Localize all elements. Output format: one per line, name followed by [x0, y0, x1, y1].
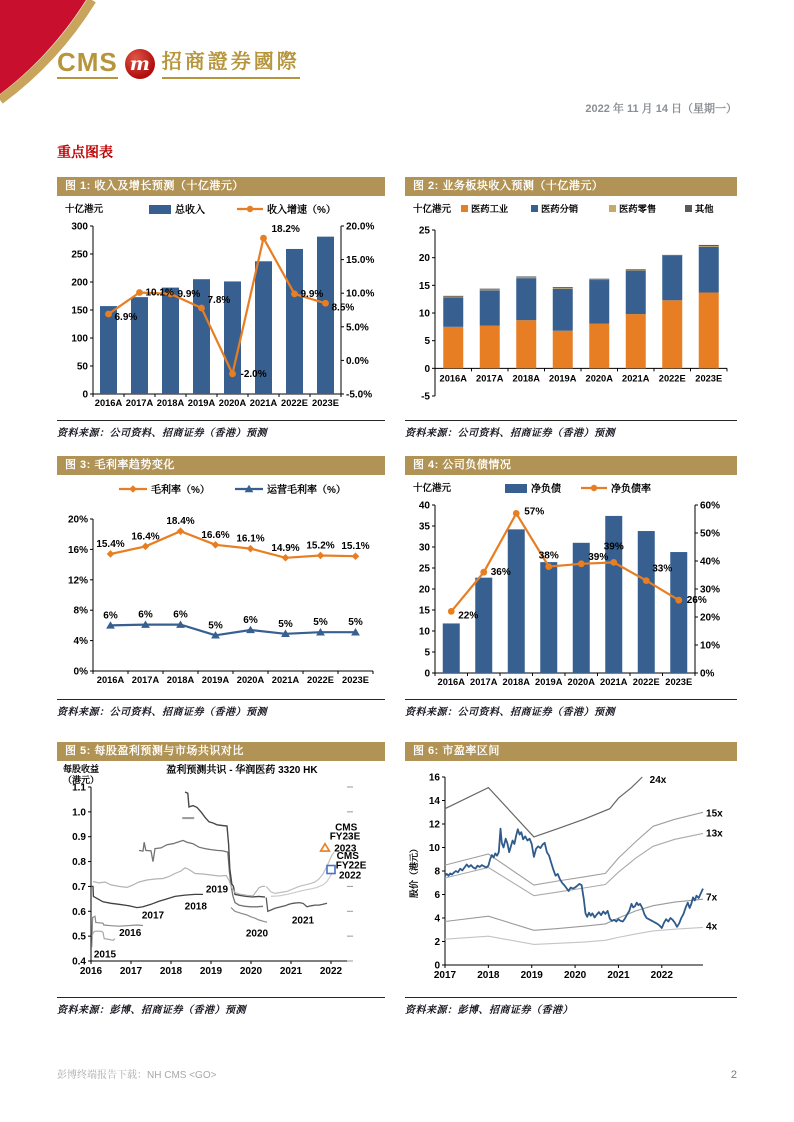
figure-4-panel [405, 456, 737, 718]
svg-text:2019A: 2019A [201, 675, 230, 685]
svg-text:2019A: 2019A [187, 398, 216, 408]
figure-1-panel [57, 177, 385, 439]
svg-text:2018: 2018 [184, 901, 207, 913]
svg-text:20.0%: 20.0% [346, 221, 375, 233]
svg-text:十亿港元: 十亿港元 [413, 204, 452, 215]
svg-text:2018: 2018 [477, 970, 500, 981]
svg-text:2023: 2023 [334, 843, 357, 855]
svg-text:38%: 38% [538, 550, 559, 562]
svg-text:2022E: 2022E [658, 373, 686, 384]
svg-text:每股收益: 每股收益 [63, 764, 100, 774]
svg-text:13x: 13x [706, 828, 723, 840]
svg-text:2022E: 2022E [632, 677, 660, 687]
svg-text:2021A: 2021A [622, 373, 650, 384]
figure-2-title: 图 2: 业务板块收入预测（十亿港元） [405, 177, 737, 196]
svg-text:0.6: 0.6 [72, 906, 86, 918]
svg-text:4x: 4x [706, 921, 718, 933]
svg-text:8%: 8% [73, 605, 88, 617]
svg-text:2017A: 2017A [470, 677, 498, 687]
svg-text:10: 10 [428, 843, 440, 854]
svg-text:2018: 2018 [159, 966, 183, 977]
svg-text:9.9%: 9.9% [300, 288, 324, 300]
svg-text:6%: 6% [173, 609, 188, 621]
svg-text:4%: 4% [73, 636, 88, 648]
svg-text:8.5%: 8.5% [331, 302, 355, 314]
svg-text:运营毛利率（%）: 运营毛利率（%） [267, 485, 346, 496]
figure-6-source: 资料来源：彭博、招商证券（香港） [405, 997, 737, 1016]
svg-text:2020A: 2020A [585, 373, 613, 384]
cms-logo-icon: m [125, 49, 155, 79]
svg-text:10%: 10% [700, 640, 721, 652]
svg-text:医药分销: 医药分销 [541, 204, 579, 214]
svg-text:15.4%: 15.4% [96, 538, 125, 550]
svg-text:24x: 24x [649, 774, 667, 786]
svg-text:50: 50 [76, 361, 88, 373]
svg-text:净负债: 净负债 [531, 484, 561, 495]
svg-text:2016: 2016 [79, 966, 103, 977]
figure-6-chart [405, 761, 737, 995]
svg-text:0: 0 [434, 960, 440, 972]
svg-text:2016A: 2016A [437, 677, 465, 687]
svg-text:2018A: 2018A [502, 677, 530, 687]
svg-text:14.9%: 14.9% [271, 542, 300, 554]
svg-text:2022: 2022 [339, 870, 362, 882]
svg-text:0%: 0% [73, 666, 88, 678]
figure-6-panel [405, 742, 737, 1016]
svg-text:12: 12 [428, 819, 440, 831]
company-logo [57, 48, 300, 79]
svg-text:20: 20 [418, 584, 430, 596]
svg-text:18.4%: 18.4% [166, 516, 195, 528]
svg-text:10.1%: 10.1% [145, 287, 174, 299]
svg-text:57%: 57% [524, 506, 545, 518]
figure-1-chart [57, 196, 385, 418]
svg-text:15.0%: 15.0% [346, 255, 375, 267]
svg-text:2020: 2020 [239, 966, 263, 977]
svg-text:5: 5 [424, 336, 430, 348]
svg-text:0.9: 0.9 [72, 832, 86, 844]
svg-text:7.8%: 7.8% [207, 294, 231, 306]
svg-text:5: 5 [424, 647, 430, 659]
svg-text:2022E: 2022E [307, 675, 334, 685]
figure-6-title: 图 6: 市盈率区间 [405, 742, 737, 761]
svg-text:十亿港元: 十亿港元 [65, 204, 104, 215]
svg-text:16.4%: 16.4% [131, 531, 160, 543]
svg-text:2019: 2019 [205, 884, 229, 896]
figure-3-source: 资料来源：公司资料、招商证券（香港）预测 [57, 699, 385, 718]
svg-text:39%: 39% [603, 541, 624, 553]
svg-text:6%: 6% [243, 614, 258, 626]
svg-text:250: 250 [71, 249, 88, 261]
svg-text:2017A: 2017A [476, 373, 504, 384]
svg-text:15.1%: 15.1% [341, 541, 370, 553]
svg-text:2023E: 2023E [695, 373, 723, 384]
svg-text:10: 10 [418, 308, 430, 320]
svg-text:2017: 2017 [433, 970, 457, 981]
svg-text:40: 40 [418, 500, 430, 512]
svg-text:2019A: 2019A [535, 677, 563, 687]
svg-text:医药零售: 医药零售 [619, 204, 657, 214]
figure-4-chart [405, 475, 737, 697]
svg-text:2017A: 2017A [125, 398, 154, 408]
svg-text:10.0%: 10.0% [346, 288, 375, 300]
svg-text:收入增速（%）: 收入增速（%） [267, 205, 336, 216]
svg-text:22%: 22% [458, 610, 479, 622]
figure-3-panel [57, 456, 385, 718]
svg-text:2: 2 [434, 937, 440, 948]
svg-text:5%: 5% [208, 620, 223, 632]
svg-text:50%: 50% [700, 528, 721, 540]
svg-text:-5: -5 [421, 391, 430, 403]
figure-1-source: 资料来源：公司资料、招商证券（香港）预测 [57, 420, 385, 439]
svg-text:30: 30 [418, 542, 430, 554]
svg-text:6%: 6% [138, 609, 153, 621]
svg-text:2020A: 2020A [236, 675, 265, 685]
svg-text:25: 25 [418, 563, 430, 575]
svg-text:35: 35 [418, 521, 430, 533]
svg-text:18.2%: 18.2% [271, 224, 300, 236]
bloomberg-download-note: 彭博终端报告下载：NH CMS <GO> [57, 1070, 217, 1081]
svg-text:26%: 26% [686, 595, 707, 607]
svg-text:33%: 33% [652, 563, 673, 575]
svg-text:-2.0%: -2.0% [240, 368, 267, 380]
svg-text:0.0%: 0.0% [346, 355, 369, 367]
svg-text:2021: 2021 [607, 970, 630, 981]
company-name: 招商證券國際 [162, 49, 300, 79]
svg-text:2019: 2019 [520, 970, 543, 981]
svg-text:2018A: 2018A [166, 675, 195, 685]
svg-text:0.5: 0.5 [72, 931, 86, 943]
svg-text:8: 8 [434, 866, 440, 878]
svg-text:2021: 2021 [291, 915, 315, 927]
svg-text:2019A: 2019A [549, 373, 577, 384]
figure-5-title: 图 5: 每股盈利预测与市场共识对比 [57, 742, 385, 761]
figure-4-source: 资料来源：公司资料、招商证券（香港）预测 [405, 699, 737, 718]
svg-text:16: 16 [428, 772, 440, 784]
svg-text:2018A: 2018A [512, 373, 540, 384]
svg-text:CMS: CMS [336, 850, 359, 862]
svg-text:2018A: 2018A [156, 398, 185, 408]
svg-text:2021A: 2021A [600, 677, 628, 687]
svg-text:20%: 20% [700, 612, 721, 624]
svg-text:6%: 6% [103, 610, 118, 622]
svg-text:6.9%: 6.9% [114, 312, 138, 324]
svg-text:0.8: 0.8 [72, 857, 86, 869]
svg-text:CMS: CMS [335, 822, 358, 834]
svg-text:医药工业: 医药工业 [471, 204, 509, 214]
svg-text:2021A: 2021A [271, 675, 300, 685]
svg-text:2020: 2020 [563, 970, 587, 981]
svg-text:100: 100 [71, 333, 88, 345]
svg-text:2016: 2016 [119, 927, 142, 939]
svg-text:14: 14 [428, 796, 440, 807]
figure-1-title: 图 1: 收入及增长预测（十亿港元） [57, 177, 385, 196]
svg-text:2023E: 2023E [312, 398, 339, 408]
svg-text:200: 200 [71, 277, 88, 289]
svg-text:0: 0 [424, 668, 430, 680]
svg-text:39%: 39% [588, 551, 609, 563]
svg-text:2015: 2015 [93, 949, 117, 961]
figure-2-panel [405, 177, 737, 439]
svg-text:2020A: 2020A [567, 677, 595, 687]
svg-text:2016A: 2016A [96, 675, 125, 685]
svg-text:总收入: 总收入 [175, 205, 205, 216]
svg-text:其他: 其他 [695, 204, 714, 214]
svg-text:16.1%: 16.1% [236, 533, 265, 545]
svg-text:4: 4 [434, 913, 440, 925]
svg-text:2020: 2020 [245, 928, 269, 940]
svg-text:5.0%: 5.0% [346, 322, 369, 334]
svg-text:0.7: 0.7 [72, 881, 86, 893]
svg-text:12%: 12% [67, 575, 88, 587]
svg-text:十亿港元: 十亿港元 [413, 483, 452, 494]
svg-text:2017A: 2017A [131, 675, 160, 685]
svg-text:0: 0 [82, 389, 88, 401]
svg-text:盈利预测共识 - 华润医药 3320 HK: 盈利预测共识 - 华润医药 3320 HK [166, 765, 318, 776]
svg-text:30%: 30% [700, 584, 721, 596]
svg-text:-5.0%: -5.0% [346, 389, 373, 401]
figure-5-panel [57, 742, 385, 1016]
svg-text:5%: 5% [313, 617, 328, 629]
svg-text:2017: 2017 [141, 910, 165, 922]
svg-text:1.0: 1.0 [72, 807, 86, 819]
section-title: 重点图表 [57, 144, 113, 160]
svg-text:2021A: 2021A [249, 398, 278, 408]
svg-text:7x: 7x [706, 892, 718, 904]
svg-text:16%: 16% [67, 544, 88, 556]
svg-text:净负债率: 净负债率 [611, 484, 651, 495]
svg-text:股价（港元）: 股价（港元） [409, 843, 419, 899]
svg-text:150: 150 [71, 305, 88, 317]
svg-text:9.9%: 9.9% [177, 288, 201, 300]
svg-text:（港元）: （港元） [63, 775, 100, 785]
svg-text:0.4: 0.4 [72, 956, 86, 968]
page-number: 2 [730, 1069, 737, 1081]
svg-text:16.6%: 16.6% [201, 529, 230, 541]
figure-3-chart [57, 475, 385, 697]
cms-logo-text: CMS [57, 47, 118, 77]
svg-text:25: 25 [418, 225, 430, 237]
svg-text:10: 10 [418, 626, 430, 638]
svg-text:2023E: 2023E [665, 677, 693, 687]
page-footer [57, 1066, 737, 1081]
report-date: 2022 年 11 月 14 日（星期一） [585, 103, 737, 115]
svg-text:5%: 5% [278, 618, 293, 630]
svg-text:2021: 2021 [279, 966, 303, 977]
svg-text:FY23E: FY23E [329, 831, 361, 843]
svg-text:6: 6 [434, 890, 440, 901]
svg-text:2022: 2022 [650, 970, 673, 981]
svg-text:40%: 40% [700, 556, 721, 568]
svg-text:20%: 20% [67, 514, 88, 526]
svg-text:毛利率（%）: 毛利率（%） [151, 485, 210, 496]
svg-text:2022E: 2022E [281, 398, 308, 408]
svg-text:300: 300 [71, 221, 88, 233]
svg-text:2020A: 2020A [218, 398, 247, 408]
svg-text:5%: 5% [348, 617, 363, 629]
charts-grid [57, 177, 737, 1016]
svg-text:2022: 2022 [319, 966, 343, 977]
svg-text:15x: 15x [706, 808, 723, 820]
svg-text:2016A: 2016A [94, 398, 123, 408]
svg-text:0: 0 [424, 363, 430, 375]
svg-text:2023E: 2023E [342, 675, 369, 685]
svg-text:20: 20 [418, 253, 430, 265]
svg-text:0%: 0% [700, 668, 715, 680]
svg-text:60%: 60% [700, 500, 721, 512]
figure-2-source: 资料来源：公司资料、招商证券（香港）预测 [405, 420, 737, 439]
figure-2-chart [405, 196, 737, 418]
svg-text:15.2%: 15.2% [306, 540, 335, 552]
svg-text:FY22E: FY22E [335, 860, 367, 872]
svg-text:2017: 2017 [119, 966, 143, 977]
svg-text:2019: 2019 [199, 966, 223, 977]
svg-text:15: 15 [418, 605, 430, 617]
figure-4-title: 图 4: 公司负债情况 [405, 456, 737, 475]
svg-text:2016A: 2016A [439, 373, 467, 384]
svg-text:36%: 36% [490, 567, 511, 579]
figure-3-title: 图 3: 毛利率趋势变化 [57, 456, 385, 475]
figure-5-source: 资料来源：彭博、招商证券（香港）预测 [57, 997, 385, 1016]
svg-text:1.1: 1.1 [72, 782, 86, 794]
figure-5-chart [57, 761, 385, 995]
svg-text:15: 15 [418, 280, 430, 292]
